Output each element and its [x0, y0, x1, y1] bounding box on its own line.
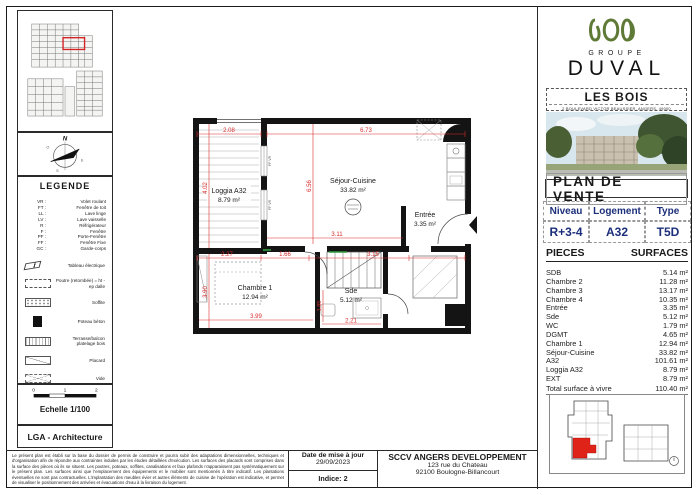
duct-corner [443, 124, 465, 142]
right-panel-divider [537, 6, 538, 489]
abbreviation-key: FT : [37, 204, 46, 210]
abbreviation-key: PF : [37, 234, 46, 240]
dim-mid-b: 1.66 [279, 252, 291, 258]
logement-header: Logement [589, 201, 645, 221]
key-plan [550, 395, 684, 473]
abbreviation-key: GC : [36, 246, 46, 252]
compass-north-label: N [62, 135, 68, 143]
abbreviation-value: Réfrigérateur [79, 222, 106, 228]
surfaces-table [546, 247, 688, 395]
scale-tick-2: 2 [94, 388, 98, 394]
surface-row-label: DGMT [546, 329, 568, 339]
surface-row [546, 375, 688, 384]
surface-row-value: 3.35 m² [662, 303, 688, 313]
surface-row-value: 8.79 m² [662, 374, 688, 384]
dim-chambre-width: 3.99 [250, 314, 262, 320]
abbreviation-value: Porte-Fenêtre [77, 234, 106, 240]
dim-sejour-height: 6.56 [307, 180, 313, 192]
dim-mid-c: 3.15 [367, 252, 379, 258]
dim-top-loggia: 2.08 [223, 128, 235, 134]
void-icon [25, 374, 51, 383]
entrance-marker-icon [469, 216, 477, 234]
dim-loggia-height: 4.02 [203, 182, 209, 194]
project-name: LES BOIS [584, 90, 649, 104]
surface-row-label: EXT [546, 374, 561, 384]
surfaces-column-header: SURFACES [630, 247, 688, 259]
brand-name: DUVAL [567, 57, 667, 80]
legend-symbol-label: Vide [95, 375, 105, 381]
sde-area: 5.12 m² [339, 297, 363, 304]
indice-label: Indice: 2 [318, 474, 348, 483]
surface-row-value: 8.79 m² [662, 365, 688, 375]
legend-symbol-label: Soffite [92, 299, 105, 305]
abbreviation-value: Fenêtre de toit [76, 204, 106, 210]
legend-symbol-row [25, 336, 105, 347]
loggia-railing [217, 120, 261, 123]
plan-de-vente-title-box [545, 173, 688, 204]
surface-row-value: 11.28 m² [659, 276, 688, 286]
architect-name: LGA - Architecture [27, 431, 103, 442]
surface-row-label: Chambre 2 [546, 276, 583, 286]
abbreviation-value: Fenêtre [90, 228, 106, 234]
surface-row-value: 12.94 m² [658, 338, 688, 348]
entree-area: 3.35 m² [413, 221, 437, 228]
legend-symbol-row [25, 374, 105, 383]
surface-row-label: Loggia A32 [546, 365, 583, 375]
scale-box [17, 384, 113, 425]
dim-top-sejour: 6.73 [360, 128, 372, 134]
type-header: Type [645, 201, 691, 221]
company-address-2: 92100 Boulogne-Billancourt [415, 469, 500, 476]
legend-symbols [18, 262, 112, 398]
abbreviation-key: F : [40, 228, 46, 234]
legend-abbreviation-row [24, 246, 106, 252]
surface-row-value: 5.12 m² [662, 312, 688, 322]
date-value: 29/09/2023 [315, 459, 351, 466]
type-value: T5D [645, 221, 691, 243]
electrical-panel-icon [24, 261, 42, 270]
abbreviation-key: LL : [38, 210, 46, 216]
legend-symbol-row [25, 278, 105, 289]
project-photo [546, 112, 687, 176]
company-name: SCCV ANGERS DEVELOPPEMENT [388, 452, 527, 462]
brand-area [540, 12, 694, 81]
surfaces-header [546, 247, 688, 262]
kitchen-counter [447, 144, 465, 200]
surface-row-value: 4.65 m² [662, 329, 688, 339]
logement-value: A32 [589, 221, 645, 243]
legend-symbol-row [25, 356, 105, 365]
beam-icon [25, 279, 51, 288]
sde-name: Sde [344, 288, 358, 295]
legend-symbol-label: Poteau béton [77, 318, 105, 324]
surface-row-value: 33.82 m² [658, 347, 688, 357]
abbreviation-value: Fenêtre Fixe [80, 240, 106, 246]
compass-box [17, 132, 113, 176]
sejour-name: Séjour-Cuisine [330, 178, 376, 185]
chambre1-area: 12.94 m² [242, 294, 268, 301]
legend-symbol-row [25, 298, 105, 307]
loggia-name: Loggia A32 [211, 188, 247, 195]
dim-chambre-height: 3.90 [203, 286, 209, 298]
abbreviation-value: Lave vaisselle [77, 216, 106, 222]
company-address-1: 123 rue du Chateau [427, 462, 488, 469]
legend-symbol-row [25, 262, 105, 269]
compass-south-label: S [56, 169, 59, 174]
abbreviation-key: VR : [37, 199, 46, 204]
date-box [288, 450, 378, 488]
column-icon [33, 316, 42, 327]
disclaimer-text: Le présent plan est établi sur la base du dossier de permis de construire et pourra subir des adaptations dimensionnelles, techniques et d'organisation afin de répondre aux contraintes induites par les études détaillées d'exécution. Les surfaces des placards sont comprises dans la surface des pièces où ils se situent. Les poutres, poteaux, soffites, canalisations et faux plafonds n'apparaissent pas systématiquement sur le présent plan. Les surfaces ainsi que l'emplacement des équipements et le mobilier sont mentionnés à titre indicatif. Les plantations éventuelles ne sont pas contractuelles. L'implantation des meubles évier et autres éléments de cuisine de l'opération est indicative, et permet de visualiser le positionnement des arrivées et évacuations d'eau à la livraison du logement. [12, 453, 284, 486]
project-address: 2 BOULEVARD VICTOR BEAUSSIER, ANGERS, 49000 [549, 104, 684, 111]
surface-row-label: Entrée [546, 303, 568, 313]
legend-title: LEGENDE [39, 181, 91, 191]
total-label: Total surface à vivre [546, 383, 612, 393]
dim-mid-a: 2.27 [221, 252, 233, 258]
surface-row-label: Séjour-Cuisine [546, 347, 595, 357]
surface-row-value: 5.14 m² [662, 268, 688, 277]
groupe-duval-logo-icon [587, 12, 647, 48]
shaft-hatched [413, 256, 457, 298]
surface-row-label: A32 [546, 356, 560, 366]
deck-icon [25, 337, 51, 346]
legend-symbol-row [25, 316, 105, 327]
compass-west-label: O [46, 145, 50, 150]
surface-row-label: Chambre 1 [546, 338, 583, 348]
niveau-header: Niveau [543, 201, 589, 221]
window-label-2: PF VR [268, 199, 272, 211]
legend-symbol-label: Terrasse/balcon platelage bois [72, 335, 105, 347]
scale-label: Echelle 1/100 [39, 405, 91, 414]
abbreviation-value: Lave linge [85, 210, 106, 216]
soffit-icon [25, 298, 51, 307]
legend-box [17, 176, 113, 384]
building-elevations [18, 11, 112, 131]
surface-row-value: 10.35 m² [658, 294, 688, 304]
surface-row-label: Sde [546, 312, 560, 322]
dimension-labels [203, 128, 379, 325]
dim-sde-width: 2.21 [345, 318, 357, 325]
date-label: Date de mise à jour [301, 452, 365, 459]
project-name-box [546, 88, 687, 111]
floor-plan [113, 6, 537, 450]
date-cell [289, 450, 377, 471]
unit-info-table [543, 201, 691, 243]
surface-row-label: Chambre 3 [546, 285, 583, 295]
abbreviation-key: FF : [37, 240, 46, 246]
surface-row-label: SDB [546, 268, 562, 277]
plan-de-vente-title: PLAN DE VENTE [546, 173, 687, 205]
abbreviation-key: R : [40, 222, 46, 228]
brand-group-word: GROUPE [588, 50, 646, 57]
compass-east-label: E [80, 158, 84, 163]
legend-symbol-label: Poutre (retombée) = ht - ep dalle [55, 278, 105, 289]
total-value: 110.40 m² [655, 383, 688, 393]
legend-symbol-label: Tableau électrique [67, 262, 105, 268]
closet-icon [25, 356, 51, 365]
surface-row-label: Chambre 4 [546, 294, 583, 304]
legend-abbreviations [18, 199, 112, 252]
surface-row-value: 1.79 m² [662, 321, 688, 331]
compass-rose-icon [18, 133, 112, 175]
surface-row-label: WC [546, 321, 559, 331]
scale-tick-1: 1 [63, 388, 67, 394]
abbreviation-value: Garde-corps [80, 246, 106, 252]
architect-box [17, 425, 113, 448]
key-plan-box [549, 394, 685, 474]
scale-bar [18, 385, 112, 403]
scale-tick-0: 0 [32, 388, 36, 394]
company-box [379, 452, 536, 476]
surface-row-value: 101.61 m² [654, 356, 688, 366]
ceiling-height-symbol [345, 199, 361, 215]
surfaces-rows [546, 269, 688, 384]
chambre1-name: Chambre 1 [237, 285, 273, 292]
dim-sde-height: 1.85 [317, 300, 323, 312]
pieces-column-header: PIECES [546, 247, 585, 259]
abbreviation-key: LV : [38, 216, 46, 222]
loggia-area: 8.79 m² [217, 197, 241, 204]
surface-row-value: 13.17 m² [658, 285, 688, 295]
window-label-1: PF VR [268, 155, 272, 167]
abbreviation-value: Volet roulant [80, 199, 106, 204]
sejour-area: 33.82 m² [340, 187, 366, 194]
entree-name: Entrée [414, 212, 436, 219]
niveau-value: R+3-4 [543, 221, 589, 243]
dim-sejour-inner: 3.11 [331, 232, 343, 238]
legend-symbol-label: Placard [89, 357, 105, 363]
building-elevation-box [17, 10, 113, 132]
